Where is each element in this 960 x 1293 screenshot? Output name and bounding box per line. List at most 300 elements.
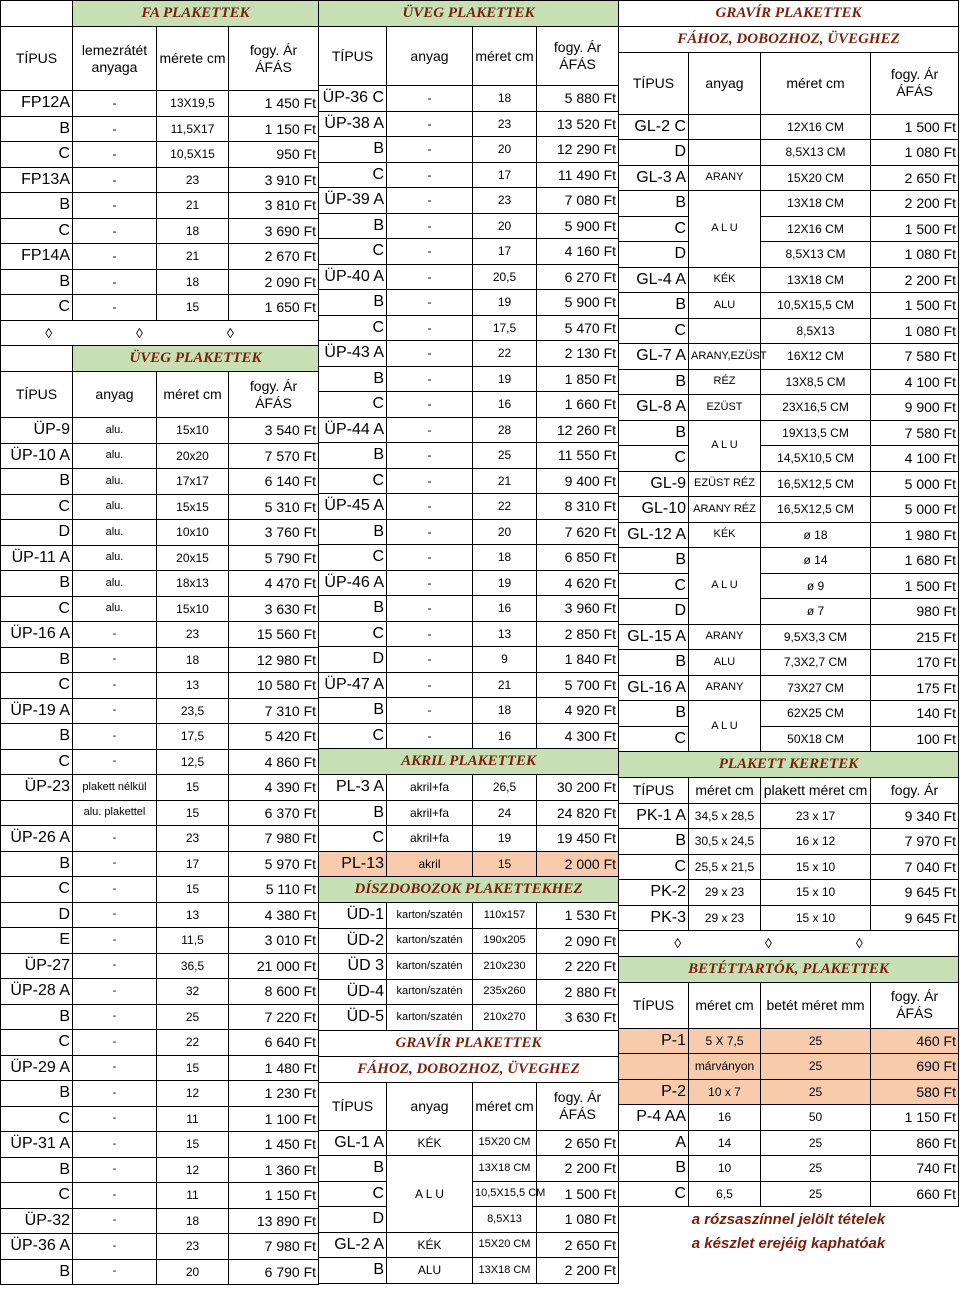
table-row (319, 392, 619, 418)
table-row (1, 724, 319, 750)
price-cell: 7 220 Ft (229, 1004, 319, 1030)
table-row (619, 905, 959, 931)
material-cell: - (73, 193, 157, 219)
table-row (619, 497, 959, 523)
size-cell: 15X20 CM (473, 1232, 537, 1258)
size-cell: 13X19,5 (157, 91, 229, 117)
section-title: ÜVEG PLAKETTEK (73, 346, 319, 372)
type-cell: ÜP-47 A (319, 672, 387, 698)
price-cell: 9 645 Ft (871, 905, 959, 931)
col-header: TÍPUS (1, 372, 73, 418)
size-cell: 23 (157, 826, 229, 852)
table-row (319, 775, 619, 801)
price-cell: 4 390 Ft (229, 775, 319, 801)
price-cell: 3 540 Ft (229, 418, 319, 444)
size-cell: 15 x 10 (761, 905, 871, 931)
material-cell: - (387, 188, 473, 214)
col-header: anyag (73, 372, 157, 418)
type-cell: B (619, 420, 689, 446)
material-cell: - (73, 928, 157, 954)
table-row (619, 701, 959, 727)
type-cell: B (319, 366, 387, 392)
type-cell: D (619, 599, 689, 625)
material-cell: ARANY (689, 675, 761, 701)
material-cell: ALU (387, 1258, 473, 1284)
section-title: ÜVEG PLAKETTEK (319, 1, 619, 27)
table-row (1, 928, 319, 954)
type-cell: B (319, 213, 387, 239)
col-header: TÍPUS (619, 52, 689, 114)
price-cell: 7 620 Ft (537, 519, 619, 545)
material-cell: - (73, 698, 157, 724)
type-cell: ÜP-39 A (319, 188, 387, 214)
material-cell: - (387, 519, 473, 545)
table-row (619, 599, 959, 625)
size-cell: 12X16 CM (761, 216, 871, 242)
type-cell: B (319, 800, 387, 826)
table-row (1, 494, 319, 520)
size-cell: 22 (473, 494, 537, 520)
price-cell: 10 580 Ft (229, 673, 319, 699)
material-cell: KÉK (387, 1130, 473, 1156)
size-cell: 13 (157, 902, 229, 928)
type-cell: D (1, 520, 73, 546)
type-cell: B (619, 650, 689, 676)
material-cell: - (73, 1234, 157, 1260)
type-cell: ÜP-16 A (1, 622, 73, 648)
table-row (319, 137, 619, 163)
size-cell: 15 x 10 (761, 880, 871, 906)
price-cell: 5 000 Ft (871, 471, 959, 497)
col-header: fogy. Ár ÁFÁS (229, 372, 319, 418)
price-cell: 1 080 Ft (871, 318, 959, 344)
type-cell: ÜD-4 (319, 979, 387, 1005)
material-cell: alu. (73, 520, 157, 546)
table-row (319, 979, 619, 1005)
table-row (1, 698, 319, 724)
material-cell: alu. (73, 494, 157, 520)
type-cell: GL-2 A (319, 1232, 387, 1258)
price-cell: 1 500 Ft (871, 216, 959, 242)
material-cell: - (387, 417, 473, 443)
size-cell: 13X18 CM (761, 267, 871, 293)
col-header: fogy. Ár ÁFÁS (537, 27, 619, 86)
table-row (619, 267, 959, 293)
type-cell: C (319, 315, 387, 341)
price-cell: 3 760 Ft (229, 520, 319, 546)
table-row (619, 829, 959, 855)
type-cell: B (619, 829, 689, 855)
material-cell: A L U (387, 1156, 473, 1233)
size-cell: 8,5X13 (473, 1207, 537, 1233)
size-cell: 25 (761, 1079, 871, 1105)
type-cell: GL-16 A (619, 675, 689, 701)
material-cell: akril+fa (387, 775, 473, 801)
type-cell: PL-13 (319, 851, 387, 877)
table-row (319, 162, 619, 188)
col-header: méret cm (157, 372, 229, 418)
type-cell: PL-3 A (319, 775, 387, 801)
table-row (619, 471, 959, 497)
footnote: a rózsaszínnel jelölt tételek (691, 1210, 886, 1228)
size-cell: ø 9 (761, 573, 871, 599)
size-cell: ø 18 (761, 522, 871, 548)
type-cell (619, 1054, 689, 1080)
table-row (1, 826, 319, 852)
price-cell: 7 980 Ft (229, 1234, 319, 1260)
material-cell: - (387, 137, 473, 163)
table-row (319, 928, 619, 954)
type-cell: GL-3 A (619, 165, 689, 191)
price-cell: 2 850 Ft (537, 621, 619, 647)
material-cell: - (387, 213, 473, 239)
material-cell: - (387, 545, 473, 571)
uveg-plakettek-table (318, 0, 619, 1284)
material-cell: alu. (73, 596, 157, 622)
price-cell: 215 Ft (871, 624, 959, 650)
material-cell: - (73, 1259, 157, 1285)
size-cell: 15x10 (157, 596, 229, 622)
size-cell: ø 14 (761, 548, 871, 574)
size-cell: 12X16 CM (761, 114, 871, 140)
table-row (1, 979, 319, 1005)
table-row (1, 1132, 319, 1158)
material-cell: - (387, 621, 473, 647)
size-cell: 15 (157, 775, 229, 801)
price-cell: 1 680 Ft (871, 548, 959, 574)
material-cell: - (73, 979, 157, 1005)
type-cell: B (319, 1156, 387, 1182)
size-cell: 11,5X17 (157, 116, 229, 142)
type-cell: ÜP-32 (1, 1208, 73, 1234)
size-cell: 16 (473, 392, 537, 418)
size-cell: 12 (157, 1081, 229, 1107)
section-title: PLAKETT KERETEK (619, 752, 959, 778)
price-cell: 8 310 Ft (537, 494, 619, 520)
type-cell: B (319, 596, 387, 622)
price-cell: 950 Ft (229, 142, 319, 168)
table-row (1, 142, 319, 168)
price-cell: 3 010 Ft (229, 928, 319, 954)
type-cell: C (319, 468, 387, 494)
price-cell: 8 600 Ft (229, 979, 319, 1005)
type-cell: B (1, 269, 73, 295)
type-cell: ÜP-31 A (1, 1132, 73, 1158)
material-cell: - (73, 1132, 157, 1158)
size-cell: 110x157 (473, 903, 537, 929)
size-cell: 15 (157, 800, 229, 826)
size-cell: 18x13 (157, 571, 229, 597)
material-cell: - (73, 1106, 157, 1132)
type-cell: B (319, 698, 387, 724)
material-cell: plakett nélkül (73, 775, 157, 801)
size-cell: 10x10 (157, 520, 229, 546)
size-cell: 22 (157, 1030, 229, 1056)
price-cell: 1 450 Ft (229, 1132, 319, 1158)
type-cell: GL-8 A (619, 395, 689, 421)
table-row (319, 621, 619, 647)
table-row (319, 954, 619, 980)
table-row (1, 193, 319, 219)
table-row (319, 1156, 619, 1182)
price-cell: 1 150 Ft (871, 1105, 959, 1131)
size-cell: 23 (157, 622, 229, 648)
col-header: TÍPUS (619, 778, 689, 804)
price-cell: 4 380 Ft (229, 902, 319, 928)
material-cell: ARANY (689, 165, 761, 191)
price-cell: 1 650 Ft (229, 295, 319, 321)
table-row (1, 520, 319, 546)
table-row (619, 726, 959, 752)
material-cell: ARANY,EZÜST (689, 344, 761, 370)
size-cell: 18 (157, 269, 229, 295)
price-cell: 2 090 Ft (537, 928, 619, 954)
type-cell: C (1, 494, 73, 520)
table-row (319, 672, 619, 698)
table-row (619, 1105, 959, 1131)
type-cell: ÜP-23 (1, 775, 73, 801)
table-row (619, 191, 959, 217)
material-cell: akril (387, 851, 473, 877)
price-cell: 5 000 Ft (871, 497, 959, 523)
type-cell: B (619, 1156, 689, 1182)
type-cell: C (619, 446, 689, 472)
section-title: GRAVÍR PLAKETTEK (619, 1, 959, 27)
price-cell: 1 500 Ft (871, 573, 959, 599)
table-row (1, 1157, 319, 1183)
type-cell: GL-9 (619, 471, 689, 497)
price-cell: 5 420 Ft (229, 724, 319, 750)
type-cell (1, 800, 73, 826)
table-row (319, 239, 619, 265)
size-cell: 16X12 CM (761, 344, 871, 370)
price-cell: 1 500 Ft (537, 1181, 619, 1207)
col-header: fogy. Ár ÁFÁS (537, 1082, 619, 1130)
size-cell: 10,5X15,5 CM (473, 1181, 537, 1207)
material-cell: karton/szatén (387, 1005, 473, 1031)
type-cell: P-1 (619, 1028, 689, 1054)
size-cell: 12 (157, 1157, 229, 1183)
size-cell: 190x205 (473, 928, 537, 954)
size-cell: 25 (761, 1130, 871, 1156)
material-cell: KÉK (689, 267, 761, 293)
col-header: TÍPUS (619, 982, 689, 1028)
price-cell: 1 480 Ft (229, 1055, 319, 1081)
price-cell: 2 650 Ft (871, 165, 959, 191)
table-row (1, 1030, 319, 1056)
type-cell: B (319, 443, 387, 469)
price-cell: 690 Ft (871, 1054, 959, 1080)
size-cell: 210x230 (473, 954, 537, 980)
table-row (1, 469, 319, 495)
price-cell: 1 450 Ft (229, 91, 319, 117)
table-row (1, 749, 319, 775)
type-cell: ÜP-19 A (1, 698, 73, 724)
size-cell: 210x270 (473, 1005, 537, 1031)
type-cell: C (319, 621, 387, 647)
size-cell: 17 (157, 851, 229, 877)
type-cell: B (1, 116, 73, 142)
price-cell: 2 650 Ft (537, 1130, 619, 1156)
type-cell: B (319, 137, 387, 163)
material-cell: - (387, 494, 473, 520)
price-cell: 7 040 Ft (871, 854, 959, 880)
size-cell: 21 (157, 193, 229, 219)
type-cell: C (619, 318, 689, 344)
col-header: lemezrátét anyaga (73, 27, 157, 91)
size-cell: 13X8,5 CM (761, 369, 871, 395)
type-cell: GL-7 A (619, 344, 689, 370)
material-cell: alu. (73, 418, 157, 444)
table-row (619, 522, 959, 548)
type-cell: C (1, 673, 73, 699)
price-cell: 6 850 Ft (537, 545, 619, 571)
size-cell: 19 (473, 570, 537, 596)
size-cell: 8,5X13 (761, 318, 871, 344)
price-cell: 5 970 Ft (229, 851, 319, 877)
price-cell: 1 850 Ft (537, 366, 619, 392)
type-cell: B (619, 548, 689, 574)
size-cell: 235x260 (473, 979, 537, 1005)
table-row (1, 596, 319, 622)
table-row (1, 775, 319, 801)
price-cell: 2 880 Ft (537, 979, 619, 1005)
size-cell: 17x17 (157, 469, 229, 495)
material-cell: karton/szatén (387, 979, 473, 1005)
type-cell: B (1, 724, 73, 750)
material-cell: A L U (689, 420, 761, 471)
size-cell: 18 (473, 86, 537, 112)
table-row (1, 1208, 319, 1234)
type-cell: C (619, 1181, 689, 1207)
material-cell: - (387, 341, 473, 367)
type-cell: B (1, 193, 73, 219)
material-cell: - (73, 953, 157, 979)
price-cell: 1 080 Ft (537, 1207, 619, 1233)
material-cell: - (73, 142, 157, 168)
table-row (319, 826, 619, 852)
material-cell: A L U (689, 701, 761, 752)
price-cell: 9 340 Ft (871, 803, 959, 829)
type-cell: ÜP-46 A (319, 570, 387, 596)
size-cell: 16 x 12 (761, 829, 871, 855)
type-cell: ÜP-27 (1, 953, 73, 979)
size-cell: 20 (473, 137, 537, 163)
size-cell: 11,5 (157, 928, 229, 954)
table-row (319, 264, 619, 290)
price-cell: 7 970 Ft (871, 829, 959, 855)
size-cell: 16,5X12,5 CM (761, 471, 871, 497)
size-cell: 15 (157, 877, 229, 903)
price-cell: 5 900 Ft (537, 290, 619, 316)
material-cell: A L U (689, 191, 761, 268)
type-cell: C (1, 1106, 73, 1132)
material-cell: ALU (689, 293, 761, 319)
col-header: fogy. Ár ÁFÁS (229, 27, 319, 91)
size-cell: 50X18 CM (761, 726, 871, 752)
size-cell: 25 (473, 443, 537, 469)
size-cell: 17 (473, 162, 537, 188)
material-cell: - (73, 826, 157, 852)
type-cell: GL-10 (619, 497, 689, 523)
table-row (319, 290, 619, 316)
table-row (619, 344, 959, 370)
price-cell: 11 490 Ft (537, 162, 619, 188)
material-cell: 16 (689, 1105, 761, 1131)
type-cell: C (619, 573, 689, 599)
material-cell: RÉZ (689, 369, 761, 395)
material-cell: - (387, 111, 473, 137)
price-cell: 3 690 Ft (229, 218, 319, 244)
col-header: méret cm (473, 27, 537, 86)
material-cell (689, 114, 761, 140)
size-cell: 23 (157, 1234, 229, 1260)
material-cell: - (387, 86, 473, 112)
table-row (319, 315, 619, 341)
material-cell: - (387, 290, 473, 316)
type-cell: B (619, 701, 689, 727)
table-row (319, 443, 619, 469)
price-cell: 2 090 Ft (229, 269, 319, 295)
size-cell: 10,5X15 (157, 142, 229, 168)
price-cell: 24 820 Ft (537, 800, 619, 826)
table-row (319, 800, 619, 826)
type-cell: B (619, 293, 689, 319)
table-row (619, 1079, 959, 1105)
material-cell: karton/szatén (387, 903, 473, 929)
price-cell: 1 980 Ft (871, 522, 959, 548)
table-row (619, 573, 959, 599)
price-cell: 2 200 Ft (871, 191, 959, 217)
type-cell: C (1, 749, 73, 775)
table-row (1, 295, 319, 321)
table-row (619, 216, 959, 242)
price-cell: 7 570 Ft (229, 443, 319, 469)
type-cell: ÜP-29 A (1, 1055, 73, 1081)
ornament: ◊ ◊ ◊ (1, 320, 319, 346)
material-cell: akril+fa (387, 826, 473, 852)
type-cell: FP14A (1, 244, 73, 270)
material-cell: ARANY RÉZ (689, 497, 761, 523)
price-cell: 4 100 Ft (871, 446, 959, 472)
material-cell: - (387, 672, 473, 698)
price-cell: 4 100 Ft (871, 369, 959, 395)
table-row (319, 1258, 619, 1284)
material-cell: EZÜST RÉZ (689, 471, 761, 497)
material-cell: ALU (689, 650, 761, 676)
size-cell: 15 (157, 295, 229, 321)
table-row (619, 140, 959, 166)
size-cell: 20,5 (473, 264, 537, 290)
price-cell: 100 Ft (871, 726, 959, 752)
material-cell: márványon (689, 1054, 761, 1080)
material-cell: 14 (689, 1130, 761, 1156)
type-cell: B (1, 571, 73, 597)
material-cell: 5 X 7,5 (689, 1028, 761, 1054)
col-header: méret cm (689, 982, 761, 1028)
material-cell: - (387, 264, 473, 290)
material-cell: KÉK (387, 1232, 473, 1258)
price-cell: 4 920 Ft (537, 698, 619, 724)
type-cell: ÜP-9 (1, 418, 73, 444)
table-row (1, 244, 319, 270)
size-cell: 7,3X2,7 CM (761, 650, 871, 676)
col-header: anyag (689, 52, 761, 114)
material-cell: alu. (73, 545, 157, 571)
price-cell: 4 470 Ft (229, 571, 319, 597)
size-cell: 26,5 (473, 775, 537, 801)
type-cell: C (319, 826, 387, 852)
